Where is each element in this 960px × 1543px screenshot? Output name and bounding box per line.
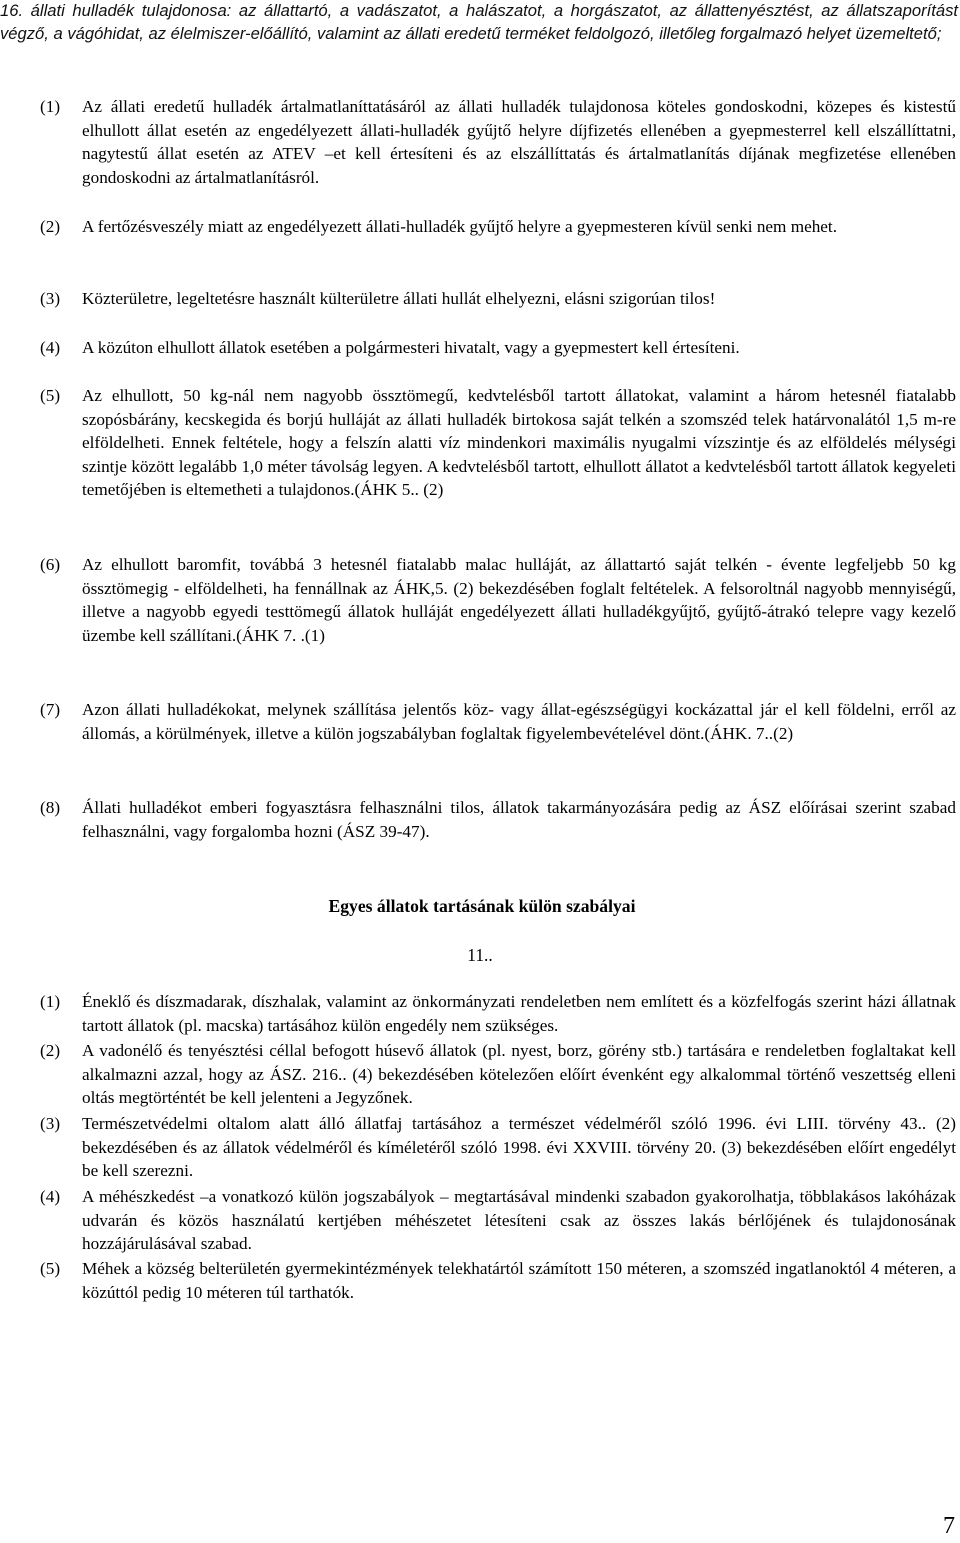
paragraph-number: (6) <box>40 555 61 574</box>
paragraph-number: (4) <box>40 1187 61 1206</box>
paragraph-number: (3) <box>40 289 61 308</box>
paragraph-text: A közúton elhullott állatok esetében a polgármesteri hivatalt, vagy a gyepmestert kell értesíteni. <box>82 338 740 357</box>
paragraph-text: Állati hulladékot emberi fogyasztásra felhasználni tilos, állatok takarmányozására pedig az ÁSZ előírásai szerint szabad felhasználni, vagy forgalomba hozni (ÁSZ 39-47). <box>82 798 956 841</box>
paragraph-number: (2) <box>40 1041 61 1060</box>
paragraph-b-1 <box>40 990 956 1037</box>
paragraph-number: (4) <box>40 338 61 357</box>
paragraph-text: A vadonélő és tenyésztési céllal befogott húsevő állatok (pl. nyest, borz, görény stb.) tartására e rendeletben foglaltakat kell alkalmazni azzal, hogy az ÁSZ. 216.. (4) bekezdésében kötelezően előírt évenként egy alkalommal történő veszettség elleni oltás megtörténtét be kell jelenteni a Jegyzőnek. <box>82 1041 956 1107</box>
section-title: Egyes állatok tartásának külön szabályai <box>328 896 636 916</box>
paragraph-a-2 <box>40 215 956 239</box>
paragraph-number: (5) <box>40 386 61 405</box>
paragraph-text: A fertőzésveszély miatt az engedélyezett állati-hulladék gyűjtő helyre a gyepmesteren kívül senki nem mehet. <box>82 217 838 236</box>
paragraph-number: (3) <box>40 1114 61 1133</box>
paragraph-a-3 <box>40 287 956 311</box>
paragraph-a-6 <box>40 553 956 647</box>
paragraph-b-3 <box>40 1112 956 1183</box>
paragraph-text: Azon állati hulladékokat, melynek szállítása jelentős köz- vagy állat-egészségügyi kockázattal jár el kell földelni, erről az állomás, a körülmények, illetve a külön jogszabályban foglaltak figyelembevételével dönt.(ÁHK. 7..(2) <box>82 700 956 743</box>
paragraph-number: (1) <box>40 992 61 1011</box>
paragraph-b-2 <box>40 1039 956 1110</box>
paragraph-a-5 <box>40 384 956 502</box>
intro-definition: 16. állati hulladék tulajdonosa: az állattartó, a vadászatot, a halászatot, a horgászatot, az állattenyésztést, az állatszaporítást végző, a vágóhidat, az élelmiszer-előállító, valamint az állati eredetű terméket feldolgozó, illetőleg forgalmazó helyet üzemeltető; <box>0 1 958 43</box>
paragraph-a-4 <box>40 336 956 360</box>
paragraph-text: Az elhullott baromfit, továbbá 3 hetesnél fiatalabb malac hulláját, az állattartó saját telkén - évente legfeljebb 50 kg össztömegig - elföldelheti, ha fennállnak az ÁHK,5. (2) bekezdésében foglalt feltételek. A felsoroltnál nagyobb mennyiségű, illetve a nagyobb egyedi testtömegű állatok hulláját engedélyezett állati hulladékgyűjtő, gyűjtő-átrakó telepre vagy kezelő üzembe kell szállítani.(ÁHK 7. .(1) <box>82 555 956 645</box>
section-number: 11.. <box>467 945 493 965</box>
paragraph-a-8 <box>40 796 956 843</box>
paragraph-number: (2) <box>40 217 61 236</box>
paragraph-a-1 <box>40 95 956 189</box>
paragraph-text: Méhek a község belterületén gyermekintézmények telekhatártól számított 150 méteren, a szomszéd ingatlanoktól 4 méteren, a közúttól pedig 10 méteren túl tarthatók. <box>82 1259 956 1302</box>
paragraph-a-7 <box>40 698 956 745</box>
page-number: 7 <box>943 1513 955 1539</box>
paragraph-text: Éneklő és díszmadarak, díszhalak, valamint az önkormányzati rendeletben nem említett és a közfelfogás szerint házi állatnak tartott állatok (pl. macska) tartásához külön engedély nem szükséges. <box>82 992 956 1035</box>
paragraph-number: (1) <box>40 97 61 116</box>
paragraph-number: (7) <box>40 700 61 719</box>
paragraph-text: Az állati eredetű hulladék ártalmatlaníttatásáról az állati hulladék tulajdonosa köteles gondoskodni, közepes és kistestű elhullott állat esetén az engedélyezett állati-hulladék gyűjtő helyre díjfizetés ellenében a gyepmesterrel kell elszállíttatni, nagytestű állat esetén az ATEV –et kell értesíteni és az elszállíttatás és ártalmatlanítás díjának megfizetése ellenében gondoskodni az ártalmatlanításról. <box>82 97 956 187</box>
paragraph-text: A méhészkedést –a vonatkozó külön jogszabályok – megtartásával mindenki szabadon gyakorolhatja, többlakásos lakóházak udvarán és közös használatú kertjében méhészetet létesíteni csak az összes lakás bérlőjének és tulajdonosának hozzájárulásával szabad. <box>82 1187 956 1253</box>
paragraph-text: Közterületre, legeltetésre használt külterületre állati hullát elhelyezni, elásni szigorúan tilos! <box>82 289 716 308</box>
paragraph-number: (8) <box>40 798 61 817</box>
paragraph-text: Az elhullott, 50 kg-nál nem nagyobb össztömegű, kedvtelésből tartott állatokat, valamint a három hetesnél fiatalabb szopósbárány, kecskegida és borjú hulláját az állati hulladék birtokosa saját telkén a szomszéd telek határvonalától 1,5 m-re elföldelheti. Ennek feltétele, hogy a felszín alatti víz mindenkori maximális nyugalmi vízszintje és az elföldelés mélységi szintje között legalább 1,0 méter távolság legyen. A kedvtelésből tartott, elhullott állatot a kedvtelésből tartott állatok kegyeleti temetőjében is eltemetheti a tulajdonos.(ÁHK 5.. (2) <box>82 386 956 499</box>
paragraph-text: Természetvédelmi oltalom alatt álló állatfaj tartásához a természet védelméről szóló 1996. évi LIII. törvény 43.. (2) bekezdésében és az állatok védelméről és kíméletéről szóló 1998. évi XXVIII. törvény 20. (3) bekezdésében előírt engedélyt be kell szerezni. <box>82 1114 956 1180</box>
paragraph-b-5 <box>40 1257 956 1304</box>
paragraph-b-4 <box>40 1185 956 1256</box>
paragraph-number: (5) <box>40 1259 61 1278</box>
